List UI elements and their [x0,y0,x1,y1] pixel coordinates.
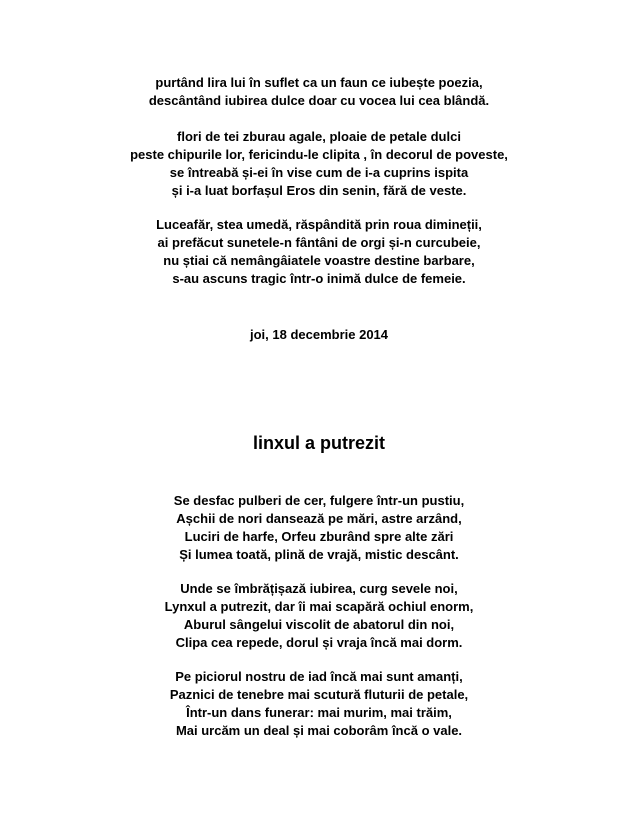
poem-line: Și lumea toată, plină de vrajă, mistic descânt. [179,547,459,562]
poem-line: flori de tei zburau agale, ploaie de petale dulci [177,129,461,144]
poem-line: Paznici de tenebre mai scutură fluturii de petale, [169,687,469,702]
poem-line: Într-un dans funerar: mai murim, mai trăim, [186,705,452,720]
poem-title [0,432,638,454]
stanza-1 [0,492,638,564]
poem-line: nu știai că nemângâiatele voastre destine barbare, [163,253,475,268]
stanza-previous-3 [0,216,638,288]
poem-line: Lynxul a putrezit, dar îi mai scapără ochiul enorm, [164,599,474,614]
poem-line: s-au ascuns tragic într-o inimă dulce de femeie. [172,271,466,286]
poem-line: ai prefăcut sunetele-n fântâni de orgi și-n curcubeie, [157,235,481,250]
post-date-text: joi, 18 decembrie 2014 [249,327,389,342]
poem-line: se întreabă și-ei în vise cum de i-a cuprins ispita [169,165,469,180]
poem-line: Luceafăr, stea umedă, răspândită prin roua dimineții, [156,217,482,232]
stanza-previous-2 [0,128,638,200]
poem-line: Așchii de nori dansează pe mări, astre arzând, [176,511,462,526]
poem-line: peste chipurile lor, fericindu-le clipita , în decorul de poveste, [130,147,508,162]
stanza-2 [0,580,638,652]
post-date [0,326,638,344]
poem-line: Pe piciorul nostru de iad încă mai sunt amanți, [175,669,463,684]
poem-line: și i-a luat borfașul Eros din senin, fără de veste. [171,183,467,198]
stanza-previous-1 [0,74,638,110]
poem-line: Aburul sângelui viscolit de abatorul din noi, [183,617,455,632]
poem-line: Se desfac pulberi de cer, fulgere într-un pustiu, [173,493,465,508]
poem-line: Mai urcăm un deal și mai coborâm încă o vale. [175,723,463,738]
poem-line: Unde se îmbrățișază iubirea, curg sevele noi, [180,581,458,596]
poem-line: Clipa cea repede, dorul și vraja încă mai dorm. [175,635,463,650]
poem-line: descântând iubirea dulce doar cu vocea lui cea blândă. [148,93,490,108]
poem-line: purtând lira lui în suflet ca un faun ce iubește poezia, [155,75,483,90]
poem-title-text: linxul a putrezit [252,433,385,453]
poem-line: Luciri de harfe, Orfeu zburând spre alte zări [184,529,454,544]
stanza-3 [0,668,638,740]
